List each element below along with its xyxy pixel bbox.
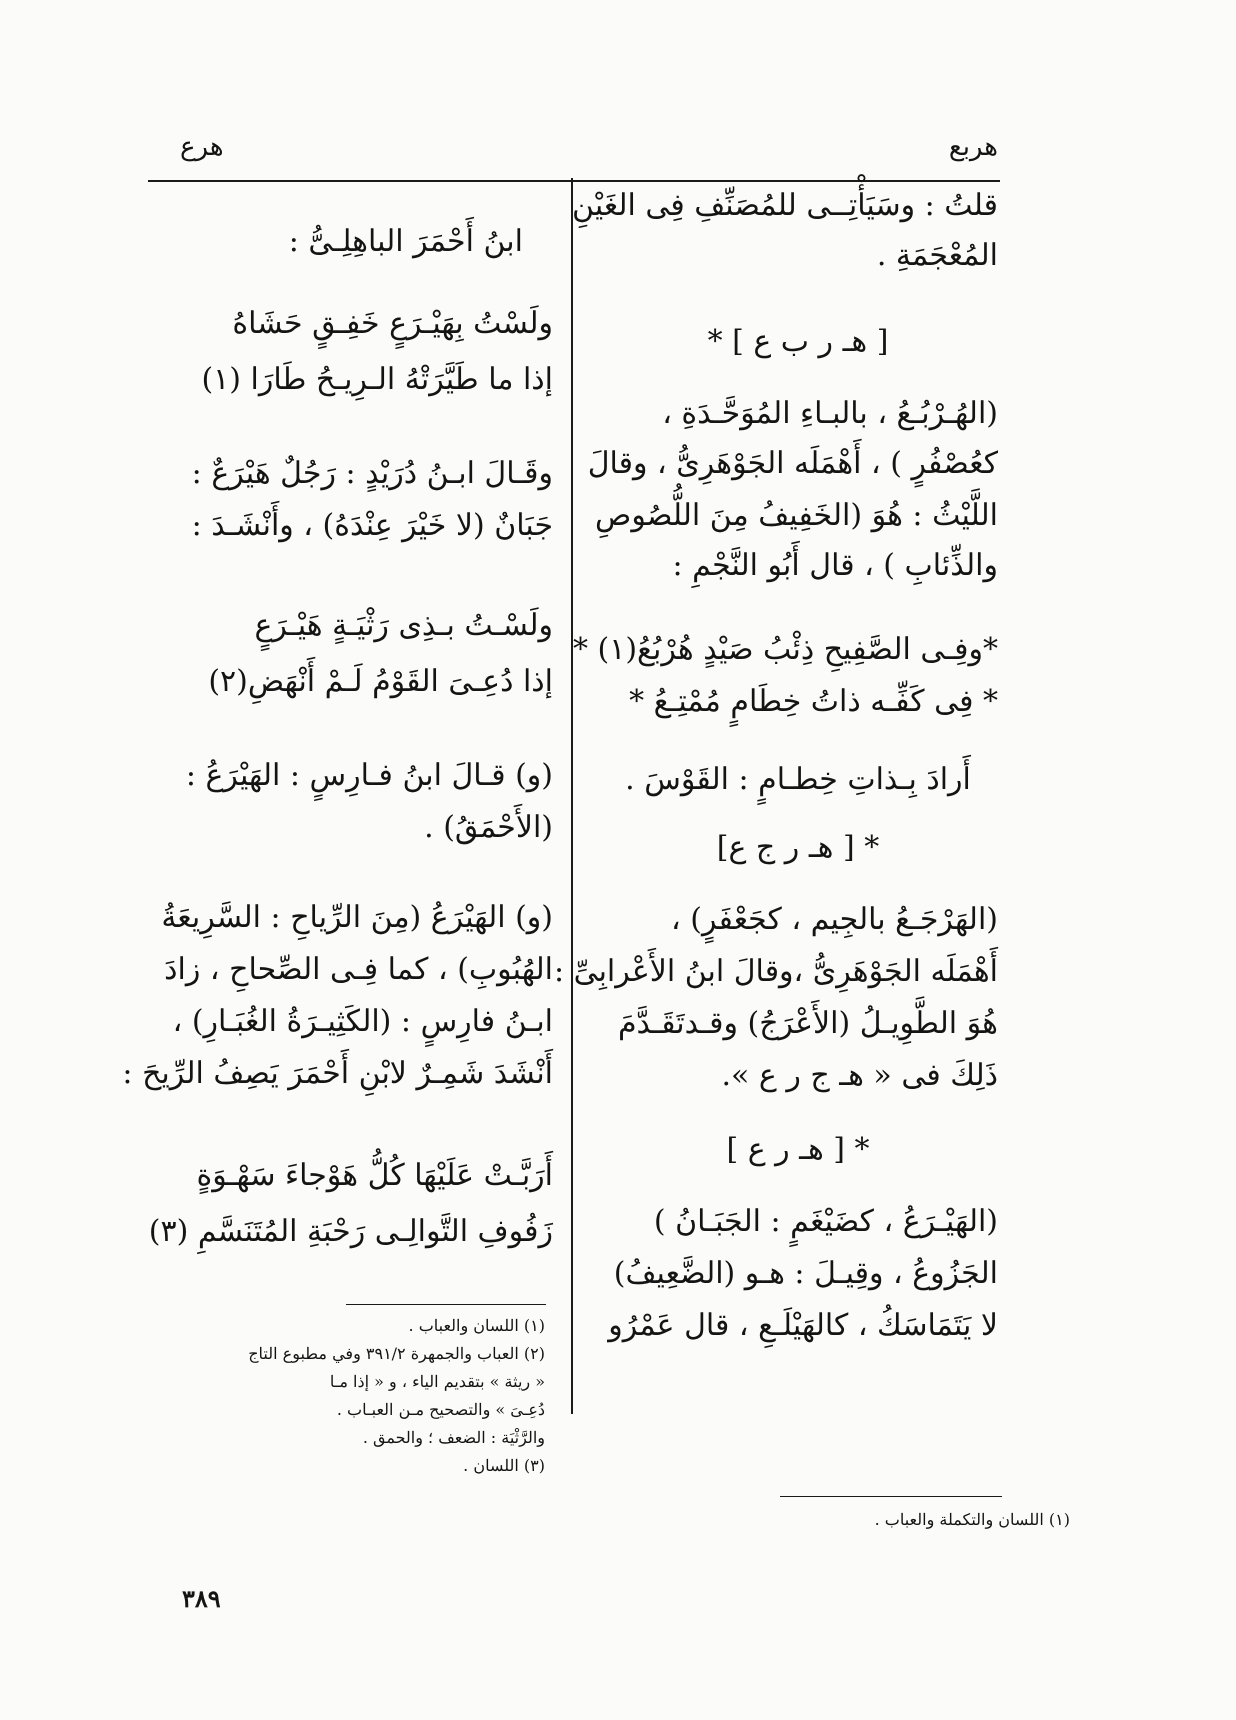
verse-line: زَفُوفِ التَّوالِـى رَحْبَةِ المُتَنَسَّمِ (٣) bbox=[148, 1214, 553, 1249]
text-line: وقَـالَ ابـنُ دُرَيْدٍ : رَجُلٌ هَيْرَعٌ : bbox=[191, 456, 553, 491]
text-line: اللَّيْثُ : هُوَ (الخَفِيفُ مِنَ اللُّصُوصِ bbox=[595, 498, 998, 533]
text-line: أَرادَ بِـذاتِ خِطـامٍ : القَوْسَ . bbox=[625, 762, 971, 797]
text-line: (الهَيْـرَعُ ، كضَيْغَمٍ : الجَبَـانُ ) bbox=[653, 1204, 998, 1239]
verse-line: *وفِـى الصَّفِيحِ ذِئْبُ صَيْدٍ هُرْبُعُ(١) * bbox=[572, 632, 998, 667]
column-divider bbox=[571, 178, 573, 1414]
page-number: ٣٨٩ bbox=[182, 1584, 221, 1613]
text-line: جَبَانٌ (لا خَيْرَ عِنْدَهُ) ، وأَنْشَـدَ : bbox=[191, 508, 553, 543]
entry-heading: * [ هـ ر ج ع] bbox=[716, 830, 880, 865]
entry-heading: * [ هـ ر ع ] bbox=[726, 1132, 870, 1167]
header-rule bbox=[148, 180, 1000, 182]
text-line: (الأَحْمَقُ) . bbox=[424, 810, 553, 845]
text-line: الجَزُوعُ ، وقِيـلَ : هـو (الضَّعِيفُ) bbox=[613, 1256, 998, 1291]
footnote-rule-right bbox=[780, 1496, 1002, 1497]
text-line: أَنْشَدَ شَمِـرٌ لابْنِ أَحْمَرَ يَصِفُ الرِّيحَ : bbox=[122, 1056, 553, 1091]
text-line: أَهْمَلَه الجَوْهَرِىُّ ،وقالَ ابنُ الأَعْرابِىِّ : bbox=[553, 954, 998, 989]
footnote: (٢) العباب والجمهرة ٣٩١/٢ وفي مطبوع التاج bbox=[248, 1344, 545, 1363]
text-line: الهُبُوبِ) ، كما فِـى الصِّحاحِ ، زادَ bbox=[164, 952, 553, 987]
footnote: والرَّثْيَة : الضعف ؛ والحمق . bbox=[362, 1428, 545, 1447]
text-line: ابـنُ فارِسٍ : (الكَثِيـرَةُ الغُبَـارِ) ، bbox=[172, 1004, 553, 1039]
text-line: لا يَتَمَاسَكُ ، كالهَيْلَـعِ ، قال عَمْرُو bbox=[608, 1308, 998, 1343]
header-right-entry: هربع bbox=[948, 132, 998, 162]
footnote: (١) اللسان والعباب . bbox=[408, 1316, 545, 1335]
text-line: هُوَ الطَّوِيـلُ (الأَعْرَجُ) وقـدتَقَـدَّمَ bbox=[617, 1006, 998, 1041]
text-line: قلتُ : وسَيَأْتِــى للمُصَنِّفِ فِى الغَيْنِ bbox=[572, 188, 998, 223]
text-line: (و) قـالَ ابنُ فـارِسٍ : الهَيْرَعُ : bbox=[185, 758, 553, 793]
text-line: (و) الهَيْرَعُ (مِنَ الرِّياحِ : السَّرِيعَةُ bbox=[161, 900, 553, 935]
verse-line: * فِى كَفِّـه ذاتُ خِطَامٍ مُمْتِـعُ * bbox=[629, 684, 998, 719]
footnote: دُعِـىَ » والتصحيح مـن العبـاب . bbox=[336, 1400, 545, 1419]
text-line: ذَلِكَ فى « هـ ج ر ع ». bbox=[721, 1058, 998, 1093]
text-line: (الهَرْجَـعُ بالجِيم ، كجَعْفَرٍ) ، bbox=[671, 902, 998, 937]
verse-line: ولَسْتُ بِهَيْـرَعٍ خَفِـقٍ حَشَاهُ bbox=[232, 306, 553, 341]
verse-line: أَرَبَّـتْ عَلَيْهَا كُلُّ هَوْجاءَ سَهْـوَةٍ bbox=[196, 1158, 553, 1193]
footnote: (٣) اللسان . bbox=[463, 1456, 545, 1475]
text-line: المُعْجَمَةِ . bbox=[876, 238, 998, 273]
verse-line: إذا ما طَيَّرَتْهُ الـرِيـحُ طَارَا (١) bbox=[201, 362, 553, 397]
entry-heading: [ هـ ر ب ع ] * bbox=[707, 324, 889, 359]
text-line: كعُصْفُرٍ ) ، أَهْمَلَه الجَوْهَرِىُّ ، وقالَ bbox=[587, 446, 998, 481]
header-left-entry: هرع bbox=[180, 132, 224, 162]
footnote: (١) اللسان والتكملة والعباب . bbox=[874, 1510, 1070, 1529]
footnote: « ريثة » بتقديم الياء ، و « إذا مـا bbox=[329, 1372, 545, 1391]
text-line: والذِّئابِ ) ، قال أَبُو النَّجْمِ : bbox=[672, 548, 998, 583]
verse-line: إذا دُعِـىَ القَوْمُ لَـمْ أَنْهَضِ(٢) bbox=[208, 664, 553, 699]
footnote-rule-left bbox=[346, 1304, 546, 1305]
verse-line: ولَسْـتُ بـذِى رَثْيَـةٍ هَيْـرَعٍ bbox=[254, 608, 553, 643]
text-line: ابنُ أَحْمَرَ الباهِلِـىُّ : bbox=[288, 224, 523, 259]
text-line: (الهُـرْبُـعُ ، بالبـاءِ المُوَحَّـدَةِ ، bbox=[662, 396, 998, 431]
